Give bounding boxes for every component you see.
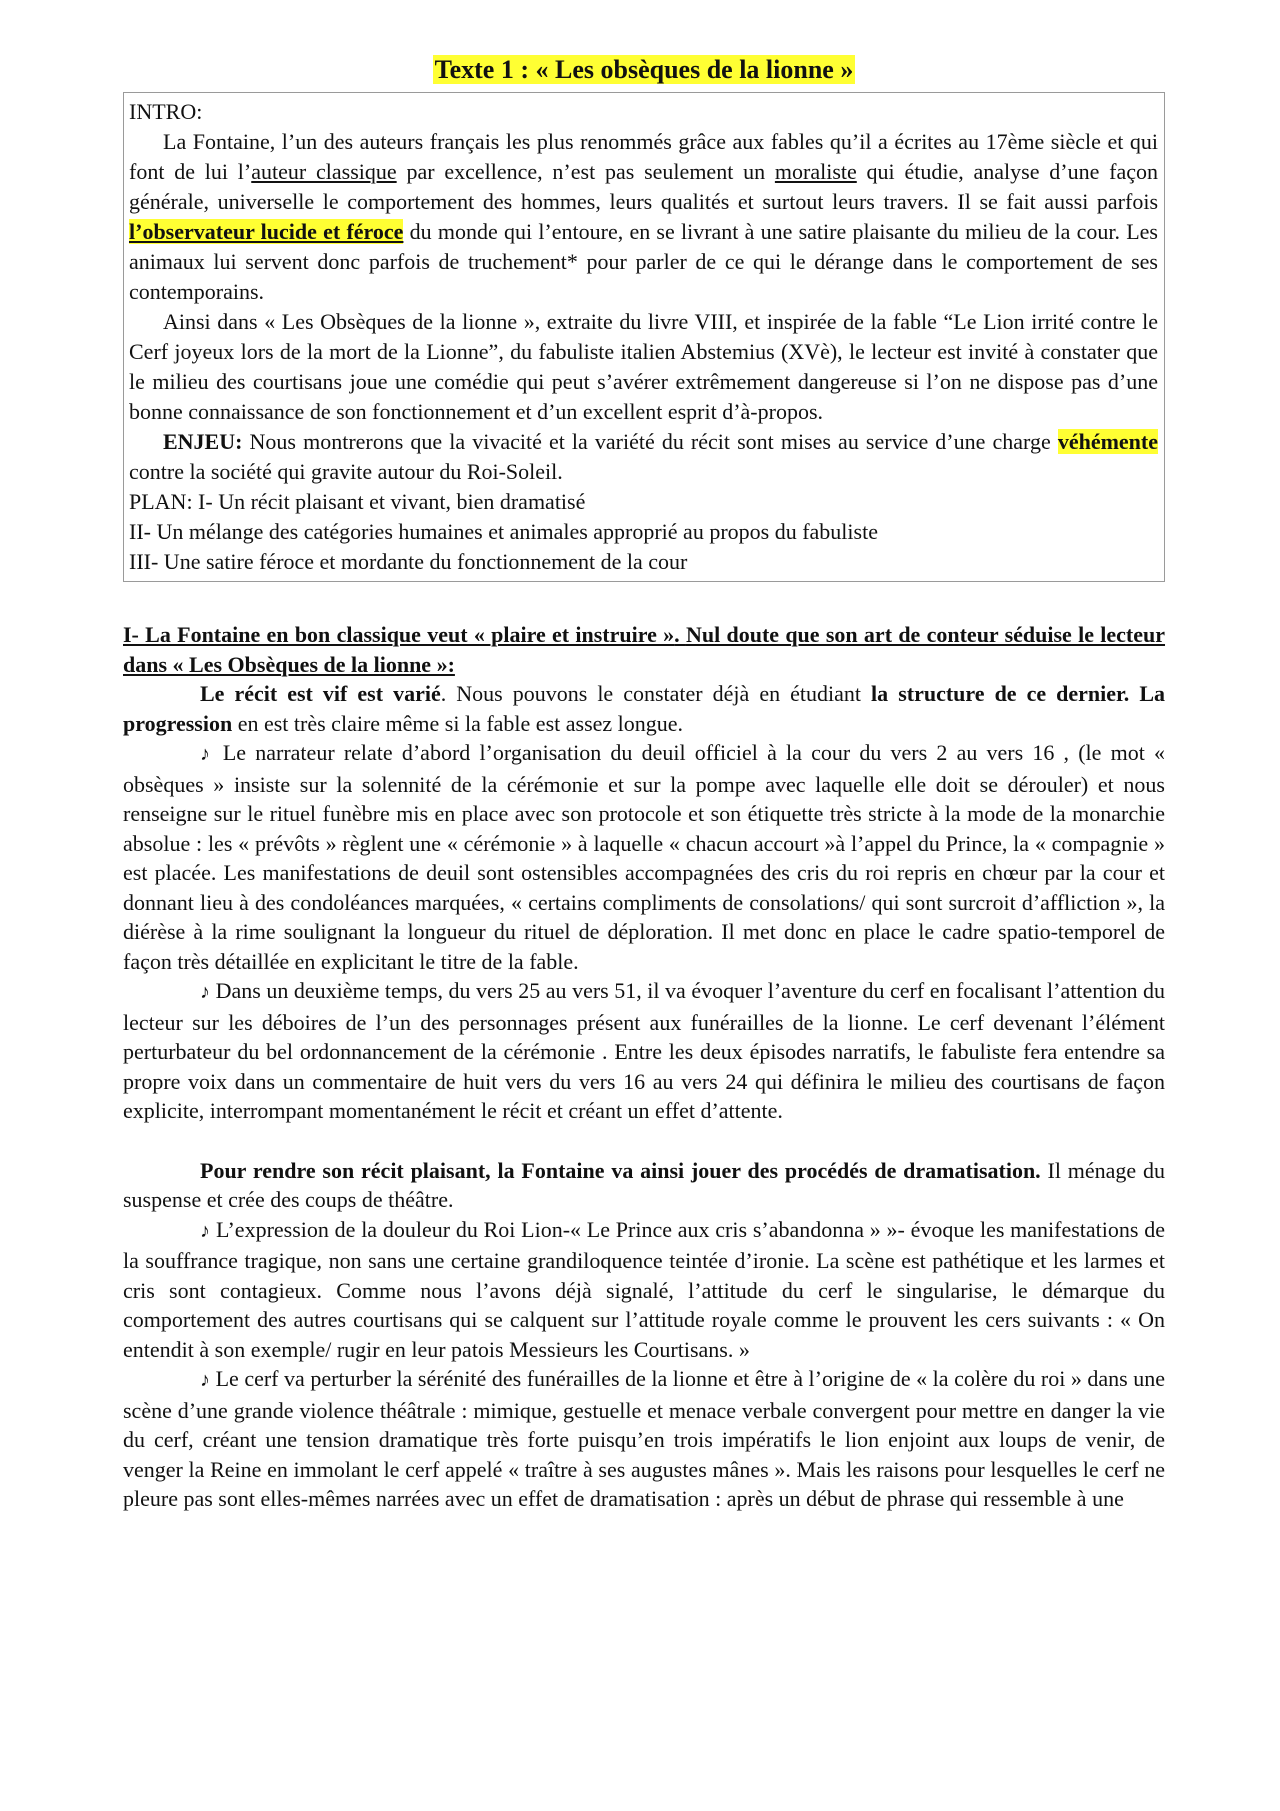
section-1-paragraph-3: ♪ Dans un deuxième temps, du vers 25 au vers 51, il va évoquer l’aventure du cerf en focalisant l’attention du lecteur sur les déboires de l’un des personnages présent aux funérailles de la lionne. Le cerf devenant l’élément perturbateur du bel ordonnancement de la cérémonie . Entre les deux épisodes narratifs, le fabuliste fera entendre sa propre voix dans un commentaire de huit vers du vers 16 au vers 24 qui définira le milieu des courtisans de façon explicite, interrompant momentanément le récit et créant un effet d’attente. xyxy=(123,978,1166,1123)
underlined-auteur-classique: auteur classique xyxy=(251,159,397,184)
section-1-paragraph-6: ♪ Le cerf va perturber la sérénité des funérailles de la lionne et être à l’origine de « la colère du roi » dans une scène d’une grande violence théâtrale : mimique, gestuelle et menace verbale convergent pour mettre en danger la vie du cerf, créant une tension dramatique très forte puisqu’en trois impératifs le lion enjoint aux loups de venir, de venger la Reine en immolant le cerf appelé « traître à ses augustes mânes ». Mais les raisons pour lesquelles le cerf ne pleure pas sont elles-mêmes narrées avec un effet de dramatisation : après un début de phrase qui ressemble à une xyxy=(123,1366,1166,1511)
paragraph-gap xyxy=(123,1126,1165,1156)
document-title: Texte 1 : « Les obsèques de la lionne » xyxy=(434,55,854,84)
underlined-moraliste: moraliste xyxy=(774,159,857,184)
highlight-vehemente: véhémente xyxy=(1057,429,1158,454)
enjeu-paragraph: ENJEU: Nous montrerons que la vivacité et la variété du récit sont mises au service d’une charge véhémente contre la société qui gravite autour du Roi-Soleil. xyxy=(129,429,1158,484)
music-note-icon: ♪ xyxy=(200,743,214,765)
section-1-paragraph-4: Pour rendre son récit plaisant, la Fontaine va ainsi jouer des procédés de dramatisation. Il ménage du suspense et crée des coups de théâtre. xyxy=(123,1157,1165,1212)
music-note-icon: ♪ xyxy=(200,981,211,1003)
intro-label: INTRO: xyxy=(129,99,203,124)
intro-box xyxy=(123,92,1165,582)
plan-line-1: PLAN: I- Un récit plaisant et vivant, bien dramatisé xyxy=(129,489,586,514)
highlight-observateur: l’observateur lucide et féroce xyxy=(129,219,404,244)
music-note-icon: ♪ xyxy=(200,1369,211,1391)
section-1-paragraph-5: ♪ L’expression de la douleur du Roi Lion-« Le Prince aux cris s’abandonna » »- évoque les manifestations de la souffrance tragique, non sans une certaine grandiloquence teintée d’ironie. La scène est pathétique et les larmes et cris sont contagieux. Comme nous l’avons déjà signalé, l’attitude du cerf le singularise, le démarque du comportement des autres courtisans qui se calquent sur l’attitude royale comme le prouvent les cers suivants : « On entendit à son exemple/ rugir en leur patois Messieurs les Courtisans. » xyxy=(123,1216,1166,1362)
intro-paragraph-1: La Fontaine, l’un des auteurs français les plus renommés grâce aux fables qu’il a écrites au 17ème siècle et qui font de lui l’auteur classique par excellence, n’est pas seulement un moraliste qui étudie, analyse d’une façon générale, universelle le comportement des hommes, leurs qualités et surtout leurs travers. Il se fait aussi parfois l’observateur lucide et féroce du monde qui l’entoure, en se livrant à une satire plaisante du milieu de la cour. Les animaux lui servent donc parfois de truchement* pour parler de ce qui le dérange dans le comportement de ses contemporains. xyxy=(129,129,1159,304)
intro-paragraph-2: Ainsi dans « Les Obsèques de la lionne », extraite du livre VIII, et inspirée de la fable “Le Lion irrité contre le Cerf joyeux lors de la mort de la Lionne”, du fabuliste italien Abstemius (XVè), le lecteur est invité à constater que le milieu des courtisans joue une comédie qui peut s’avérer extrêmement dangereuse si l’on ne dispose pas d’une bonne connaissance de son fonctionnement et d’un excellent esprit d’à-propos. xyxy=(129,309,1158,424)
section-1 xyxy=(123,620,1165,1514)
document-page xyxy=(123,52,1165,1514)
section-1-paragraph-2: ♪ Le narrateur relate d’abord l’organisation du deuil officiel à la cour du vers 2 au vers 16 , (le mot « obsèques » insiste sur la solennité de la cérémonie et sur la pompe avec laquelle elle doit se dérouler) et nous renseigne sur le rituel funèbre mis en place avec son protocole et son étiquette très stricte à la mode de la monarchie absolue : les « prévôts » règlent une « cérémonie » à laquelle « chacun accourt »à l’appel du Prince, la « compagnie » est placée. Les manifestations de deuil sont ostensibles accompagnées des cris du roi repris en chœur par la cour et donnant lieu à des condoléances marquées, « certains compliments de consolations/ qui sont surcroit d’affliction », la diérèse à la rime soulignant la longueur du rituel de déploration. Il met donc en place le cadre spatio-temporel de façon très détaillée en explicitant le titre de la fable. xyxy=(123,740,1166,974)
music-note-icon: ♪ xyxy=(200,1219,211,1242)
section-1-heading: I- La Fontaine en bon classique veut « plaire et instruire ». Nul doute que son art de conteur séduise le lecteur dans « Les Obsèques de la lionne »: xyxy=(123,622,1166,677)
plan-line-3: III- Une satire féroce et mordante du fonctionnement de la cour xyxy=(129,549,688,574)
section-1-paragraph-1: Le récit est vif est varié. Nous pouvons le constater déjà en étudiant la structure de ce dernier. La progression en est très claire même si la fable est assez longue. xyxy=(123,681,1165,736)
plan-line-2: II- Un mélange des catégories humaines et animales approprié au propos du fabuliste xyxy=(129,519,878,544)
